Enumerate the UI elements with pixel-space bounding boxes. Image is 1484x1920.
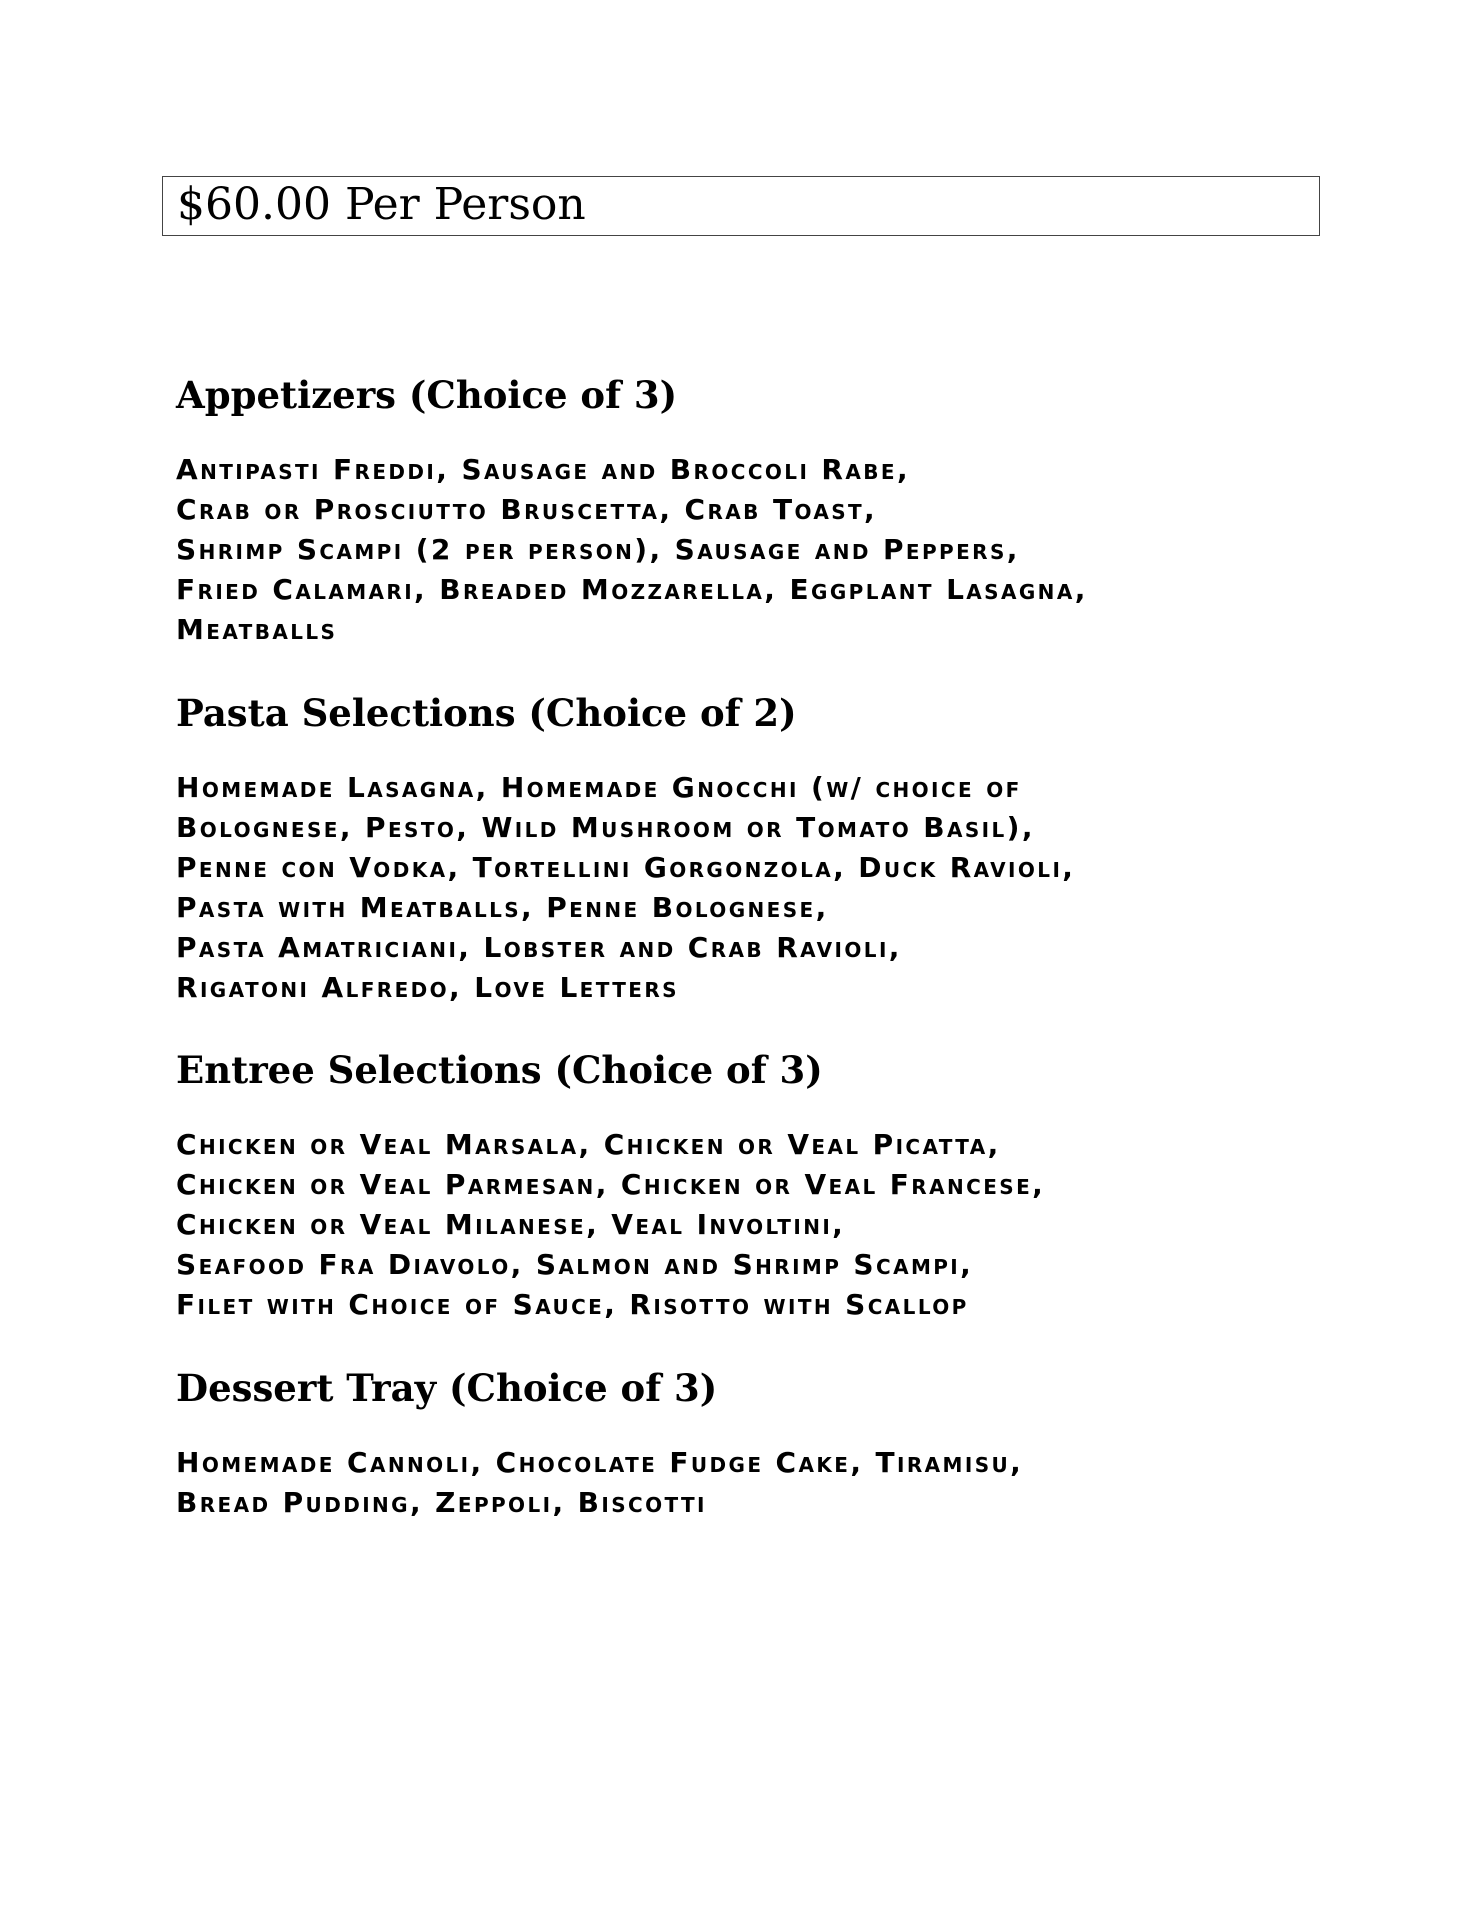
price-per-person: $60.00 Per Person — [177, 179, 586, 230]
menu-item-line: Seafood Fra Diavolo, Salmon and Shrimp Scampi, — [176, 1248, 974, 1281]
section-title-pasta: Pasta Selections (Choice of 2) — [176, 691, 797, 735]
menu-item-line: Chicken or Veal Milanese, Veal Involtini, — [176, 1208, 846, 1241]
section-title-appetizers: Appetizers (Choice of 3) — [176, 373, 678, 417]
menu-item-line: Fried Calamari, Breaded Mozzarella, Eggplant Lasagna, — [176, 573, 1088, 606]
menu-item-line: Filet with Choice of Sauce, Risotto with Scallop — [176, 1288, 969, 1321]
menu-item-line: Bolognese, Pesto, Wild Mushroom or Tomato Basil), — [176, 811, 1035, 844]
menu-item-line: Homemade Lasagna, Homemade Gnocchi (w/ choice of — [176, 771, 1022, 804]
menu-item-line: Pasta Amatriciani, Lobster and Crab Ravioli, — [176, 931, 902, 964]
menu-item-line: Penne con Vodka, Tortellini Gorgonzola, Duck Ravioli, — [176, 851, 1076, 884]
price-box — [162, 176, 1320, 236]
menu-item-line: Meatballs — [176, 613, 338, 646]
section-dessert — [176, 1365, 1326, 1523]
menu-item-line: Shrimp Scampi (2 per person), Sausage and Peppers, — [176, 533, 1020, 566]
menu-item-line: Chicken or Veal Parmesan, Chicken or Veal Francese, — [176, 1168, 1046, 1201]
section-title-dessert: Dessert Tray (Choice of 3) — [176, 1366, 718, 1410]
dessert-items — [176, 1443, 1326, 1523]
pasta-items — [176, 768, 1326, 1008]
menu-item-line: Rigatoni Alfredo, Love Letters — [176, 971, 679, 1004]
appetizer-items — [176, 450, 1326, 650]
section-entree — [176, 1047, 1326, 1325]
menu-item-line: Crab or Prosciutto Bruscetta, Crab Toast, — [176, 493, 878, 526]
menu-item-line: Homemade Cannoli, Chocolate Fudge Cake, Tiramisu, — [176, 1446, 1024, 1479]
entree-items — [176, 1125, 1326, 1325]
menu-item-line: Pasta with Meatballs, Penne Bolognese, — [176, 891, 829, 924]
menu-item-line: Bread Pudding, Zeppoli, Biscotti — [176, 1486, 707, 1519]
menu-item-line: Antipasti Freddi, Sausage and Broccoli Rabe, — [176, 453, 911, 486]
menu-item-line: Chicken or Veal Marsala, Chicken or Veal Picatta, — [176, 1128, 1001, 1161]
section-pasta — [176, 690, 1326, 1008]
section-title-entree: Entree Selections (Choice of 3) — [176, 1048, 823, 1092]
section-appetizers — [176, 372, 1326, 650]
